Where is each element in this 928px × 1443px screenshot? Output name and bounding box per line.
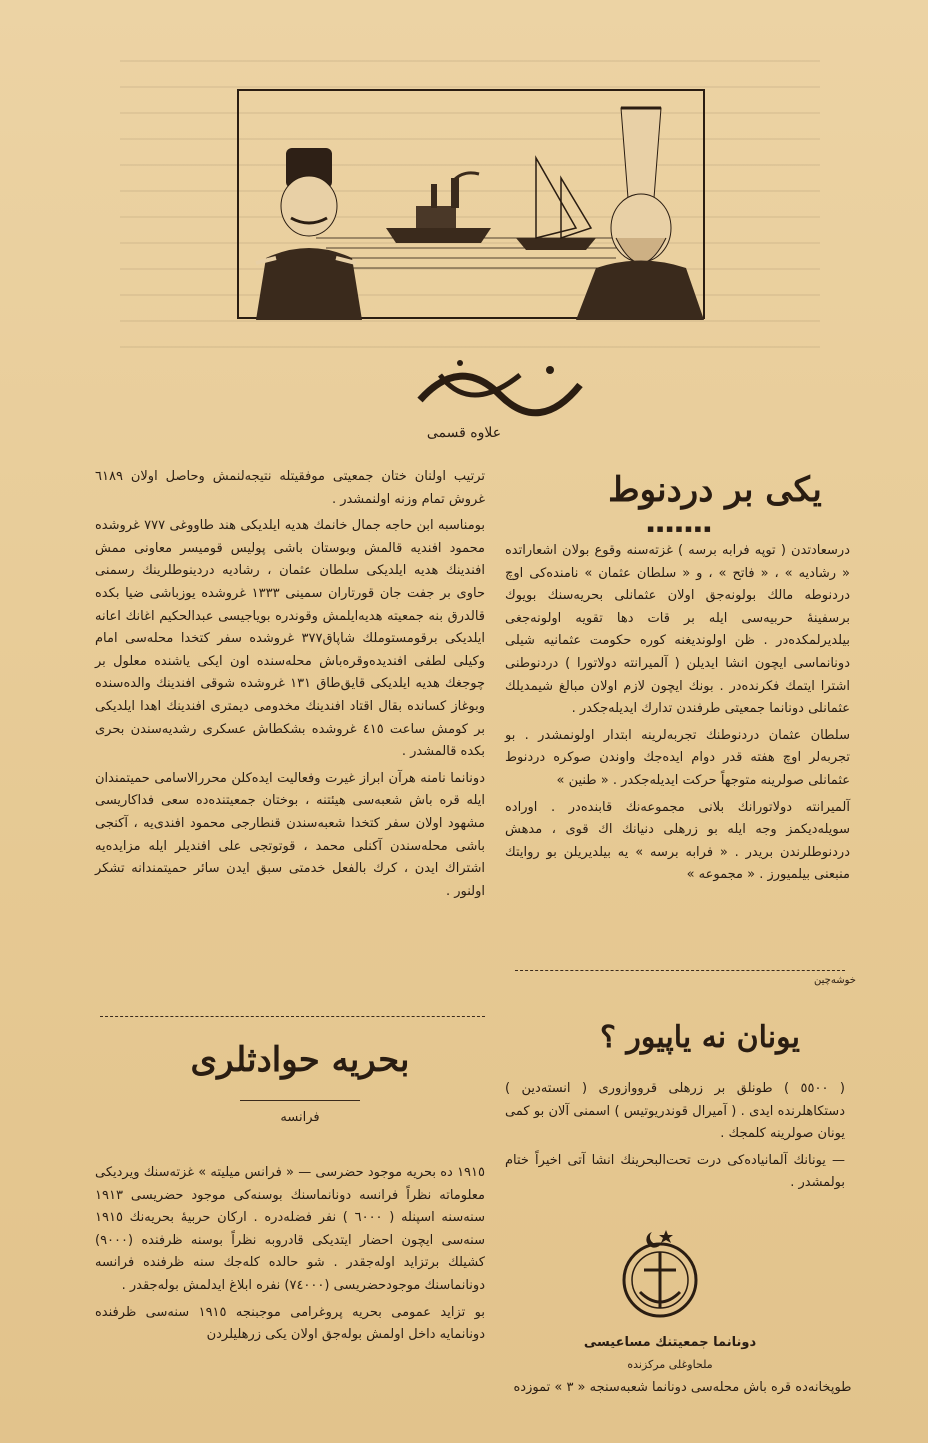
article-bahriye-body — [95, 1162, 485, 1351]
ornament: ▪▪▪▪▪▪▪ — [646, 522, 714, 535]
paragraph: دونانما نامنه هرآن ابراز غیرت وفعالیت ایده‌کلن محررالاسامی حمیتمندان ایله قره باش شعبه‌سی هیئتنه ، بوختان جمعیتنده‌ده سعی فداکاریسی مشهود اولان سفر کتخدا شعبه‌سندن قنطارجی محمود افندی‌یه ، آکنجی باشی محله‌سندن آکنلی محمد ، قوتوتجی علی افندیلر ایله مزایده‌یه اشتراك ایدن ، کرك بالفعل خدمتی سبق ایدن سائر حمیتمندانه تشکر اولنور . — [95, 770, 485, 899]
org-title: دونانما جمعیتنك مساعیسی — [583, 1335, 757, 1350]
paragraph: بومناسبه ابن حاجه جمال خانمك هدیه ایلدیکی هند طاووغی ٧٧٧ غروشده محمود افندیه قالمش وبوستان باشی پولیس قومیسر معاونی ممش افندینك هدیه ایلدیکی سلطان عثمان ، رشادیه دردینوطلرینك رسمنی حاوی بر جفت جان قورتاران سمینی ١٣٣٣ غروشده یوزباشی ضیا بکده قالدرق بنه جمعیته هدیه‌ایلمش وقوندره بویاجیسی عبدالحکیم اغانك اعانه ایلدیکی برقومستوملك شاپاق٣٧٧ غروشده سفر کتخدا محله‌سی امام وکیلی لطفی افندیده‌وقره‌باش محله‌سنده اون ایکی یاشنده معلول بر چوجغك هدیه ایلدیکی قایق‌طاق ١٣١ غروشده شوقی افندینك والده‌سنده وبوغاز کسانده بقال اقتاد افندینك مخدومی دیمتری افندینك اهدا ایلدیکی بر کومش ساعت ٤١٥ غروشده بشکطاش عسکری رشدیه‌سندن بحری بکده قالمشدر . — [95, 518, 486, 760]
paragraph: آلمیرانته دولاتورانك بلانی مجموعه‌نك قابنده‌در . اوراده سویله‌دیکمز وجه ایله بو زرهلی دنیانك اك قوی ، مدهش دردنوطلرندن بریدر . « فرابه برسه » یه بیلدیریلن بو روایتك منبعنی بیلمیورز . « مجموعه » — [505, 799, 850, 883]
paragraph: بو تزاید عمومی بحریه پروغرامی موجبنجه ١٩١٥ سنه‌سی ظرفنده دونانمایه داخل اولمش بوله‌جق اولان یکی زرهلیلردن — [95, 1304, 485, 1343]
footer-address: طوپخانه‌ده قره باش محله‌سی دونانما شعبه‌سنجه « ٣ » تموزده — [513, 1380, 852, 1395]
paragraph: ١٩١٥ ده بحریه موجود حضرسی — « فرانس میلیته » غزته‌سنك ویردیکی معلوماته نظراً فرانسه دونانماسنك بوسنه‌کی موجود حضریسی ١٩١٣ سنه‌سنه اسپنله ( ٦٠٠٠ ) نفر فضله‌دره . ارکان حربیهٔ بحریه‌نك ١٩١٥ سنه‌سی ایچون احضار ایتدیکی قادروبه نظراً بوسنه ظرفنده (٩٠٠٠) کشیلك برتزاید اوله‌جقدر . شو حالده کله‌جك سنه ظرفنده فرانسه دونانماسنك موجودحضریسی (٧٤٠٠٠) نفره ابلاغ ایدلمش بوله‌جقدر . — [95, 1165, 485, 1293]
paragraph: — یونانك آلمانیاده‌کی درت تحت‌البحرینك انشا آتی اخیراً ختام بولمشدر . — [505, 1152, 845, 1191]
divider — [100, 1016, 485, 1017]
sailing-ship-icon — [516, 158, 596, 250]
admiral-portrait-icon — [576, 108, 704, 320]
heading-yeni-dreadnought: یکی بر دردنوط — [608, 470, 822, 510]
masthead-subtitle: علاوه قسمی — [426, 425, 502, 441]
officer-portrait-icon — [256, 148, 362, 320]
divider — [240, 1100, 360, 1101]
paragraph: سلطان عثمان دردنوطنك تجربه‌لرینه ابتدار اولونمشدر . بو تجربه‌لر اوچ هفته قدر دوام ایده‌جك واوندن صوکره دردنوط عثمانلی صولرینه متوجهاً حرکت ایدیله‌جکدر . « طنین » — [505, 727, 850, 788]
heading-bahriye: بحریه حوادثلری — [190, 1040, 410, 1080]
article-yeni-body — [505, 540, 850, 891]
article-yunan-body — [505, 1078, 845, 1199]
paragraph: درسعادتدن ( توپه فرابه برسه ) غزته‌سنه وقوع بولان اشعاراتده « رشادیه » ، « فاتح » ، و « سلطان عثمان » نامنده‌کی اوچ دردنوطه مالك بولونه‌جق اولان عثمانلی بحریه‌سنك بویوك برسفینهٔ حربیه‌سی ایله بر قات دها تقویه اولونه‌جغی بیلدیرلمکده‌در . ظن اولوندیغنه کوره حکومت عثمانیه شیلی دونانماسی ایچون انشا ایدیلن ( آلمیرانته دولاتورا ) دردنوطنی اشترا ایتمك فکرنده‌در . بونك ایچون لازم اولان مبالغ شیمدیلك عثمانلی دونانما جمعیتی طرفندن تدارك ایدیله‌جکدر . — [505, 543, 850, 717]
header-illustration — [236, 88, 706, 320]
paragraph: ( ٥٥٠٠ ) طونلق بر زرهلی قرووازوری ( انسته‌دین ) دستکاهلرنده ایدی . ( آمیرال قوندریوتیس ) اسمنی آلان بو کمی یونان صولرینه کلمجك . — [505, 1081, 845, 1142]
masthead-calligraphy-icon — [400, 345, 600, 425]
signature: خوشه‌چین — [814, 975, 856, 986]
masthead — [400, 345, 600, 425]
section-france: فرانسه — [280, 1110, 320, 1125]
paragraph: ترتیب اولنان ختان جمعیتی موفقیتله نتیجه‌لنمش وحاصل اولان ٦١٨٩ غروش تمام وزنه اولنمشدر . — [95, 469, 485, 507]
heading-yunan: یونان نه یاپیور ؟ — [600, 1020, 800, 1055]
steamship-icon — [386, 173, 491, 243]
left-column-body — [95, 466, 485, 907]
anchor-emblem-icon — [600, 1220, 720, 1330]
org-subtitle: ملحاوغلی مرکزنده — [627, 1358, 713, 1371]
divider — [515, 970, 845, 971]
